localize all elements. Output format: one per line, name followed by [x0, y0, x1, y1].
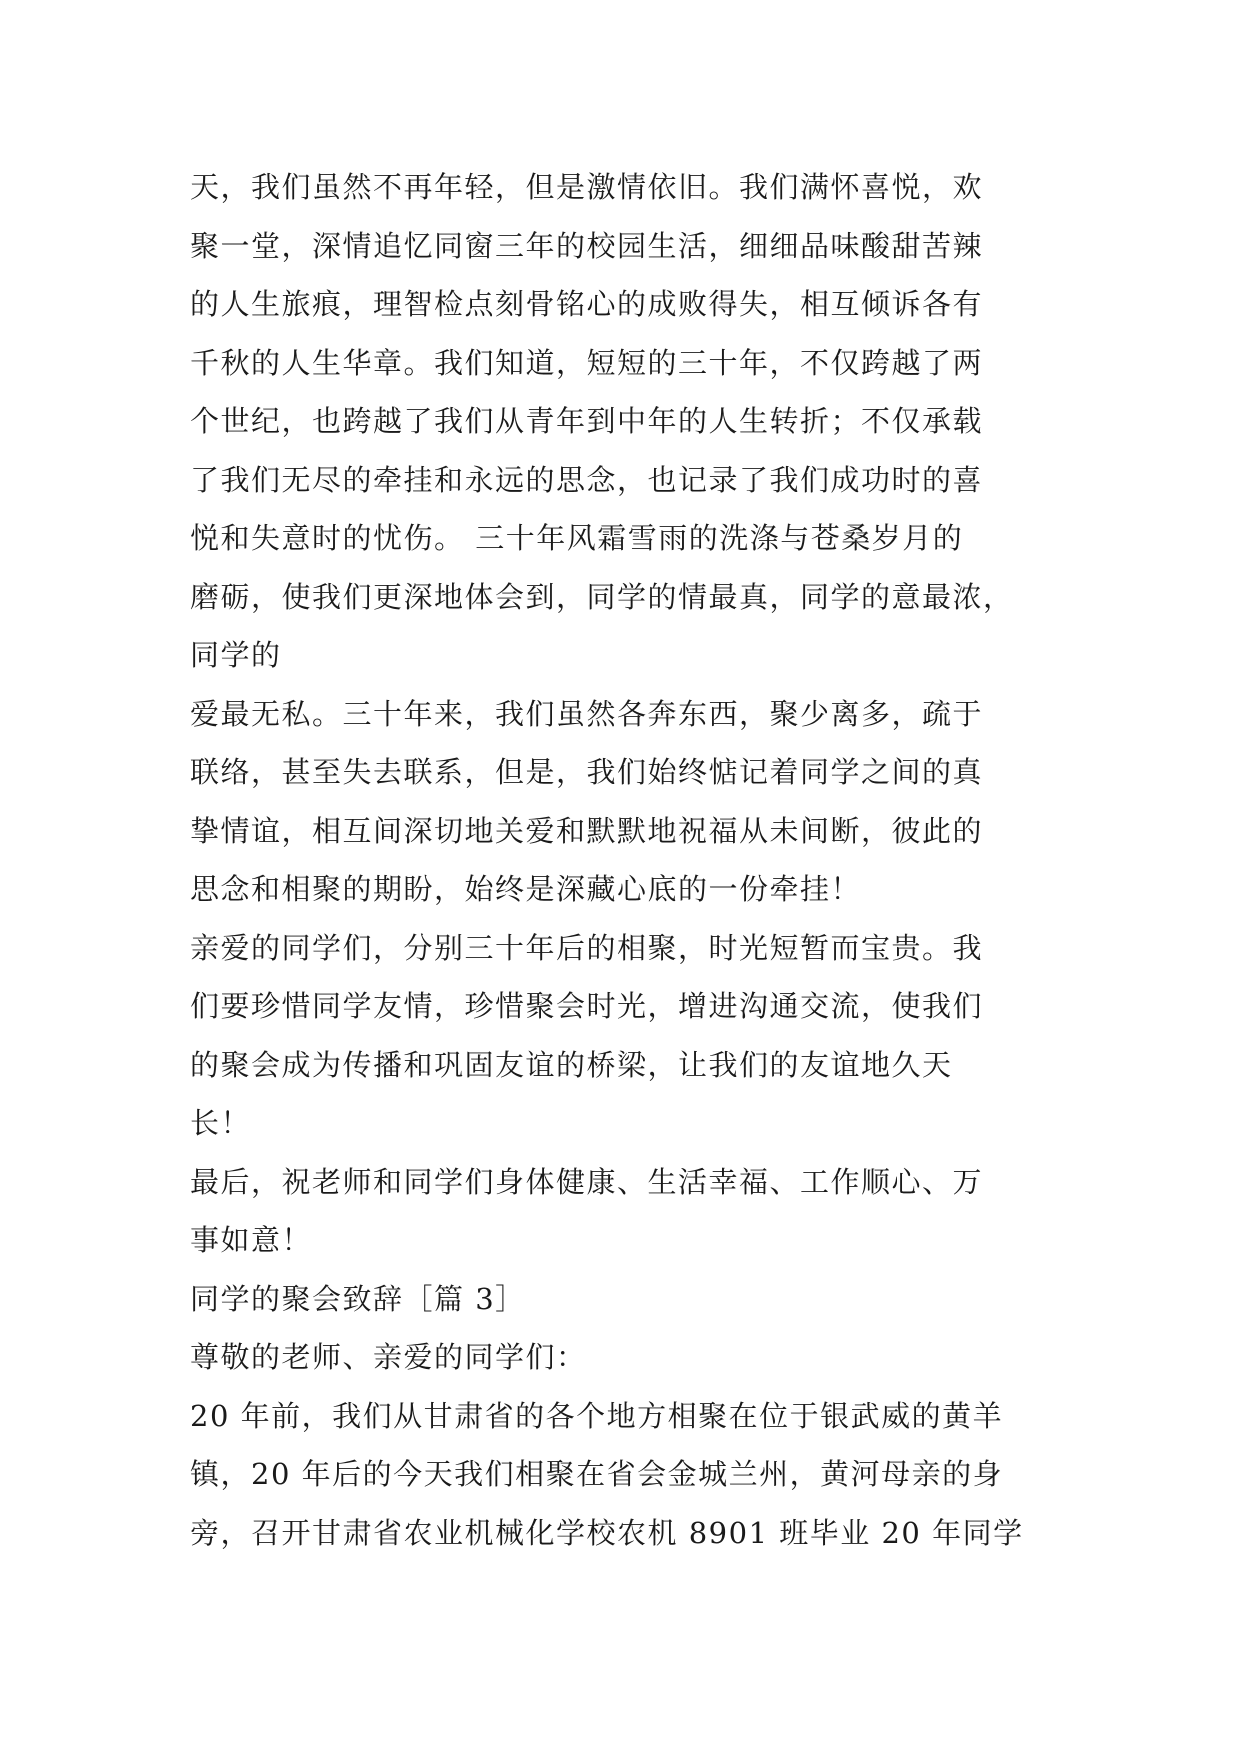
section-heading: 同学的聚会致辞［篇 3］: [190, 1281, 526, 1316]
text-line: 挚情谊，相互间深切地关爱和默默地祝福从未间断，彼此的: [190, 813, 984, 848]
text-line: 20 年前，我们从甘肃省的各个地方相聚在位于银武威的黄羊: [190, 1398, 1004, 1433]
text-line: 千秋的人生华章。我们知道，短短的三十年，不仅跨越了两: [190, 345, 984, 380]
document-body: [190, 158, 1060, 1562]
text-line: 联络，甚至失去联系，但是，我们始终惦记着同学之间的真: [190, 755, 984, 789]
text-line: 聚一堂，深情追忆同窗三年的校园生活，细细品味酸甜苦辣: [190, 228, 984, 263]
text-line: 天，我们虽然不再年轻，但是激情依旧。我们满怀喜悦，欢: [190, 170, 984, 204]
text-line: 镇，20 年后的今天我们相聚在省会金城兰州，黄河母亲的身: [190, 1457, 1004, 1491]
text-line: 悦和失意时的忧伤。 三十年风霜雪雨的洗涤与苍桑岁月的: [190, 521, 964, 555]
text-line: 爱最无私。三十年来，我们虽然各奔东西，聚少离多，疏于: [190, 696, 984, 731]
text-line: 最后，祝老师和同学们身体健康、生活幸福、工作顺心、万: [190, 1164, 984, 1199]
text-line: 事如意！: [190, 1223, 313, 1257]
text-line: 同学的: [190, 638, 282, 672]
text-line: 磨砺，使我们更深地体会到，同学的情最真，同学的意最浓，: [190, 579, 1014, 614]
text-line: 的聚会成为传播和巩固友谊的桥梁，让我们的友谊地久天: [190, 1047, 953, 1082]
text-line: 了我们无尽的牵挂和永远的思念，也记录了我们成功时的喜: [190, 462, 984, 497]
text-line: 亲爱的同学们，分别三十年后的相聚，时光短暂而宝贵。我: [190, 930, 984, 965]
text-line: 旁，召开甘肃省农业机械化学校农机 8901 班毕业 20 年同学: [190, 1515, 1024, 1550]
salutation: 尊敬的老师、亲爱的同学们：: [190, 1340, 587, 1374]
text-line: 个世纪，也跨越了我们从青年到中年的人生转折；不仅承载: [190, 404, 984, 438]
text-line: 的人生旅痕，理智检点刻骨铭心的成败得失，相互倾诉各有: [190, 287, 984, 321]
text-line: 长！: [190, 1106, 252, 1140]
text-line: 思念和相聚的期盼，始终是深藏心底的一份牵挂！: [190, 872, 862, 906]
text-line: 们要珍惜同学友情，珍惜聚会时光，增进沟通交流，使我们: [190, 989, 984, 1023]
